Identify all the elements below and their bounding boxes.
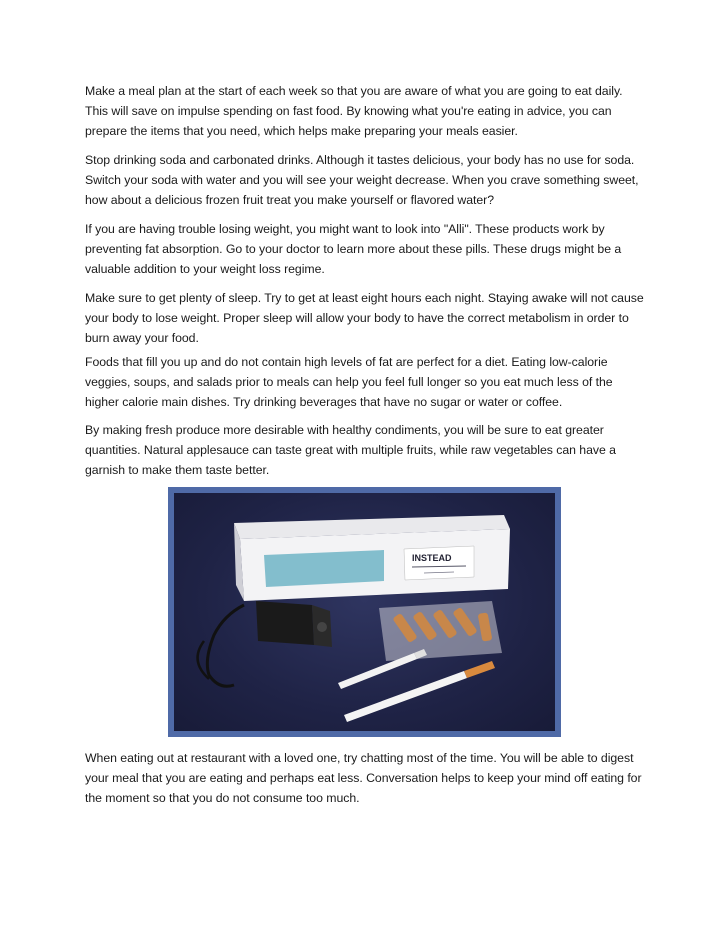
box-label-band (264, 550, 384, 587)
paragraph-fresh-produce: By making fresh produce more desirable with healthy condiments, you will be sure to eat greater quantities. Natural applesauce can taste great with multiple fruits, while raw vegetables can have a garnish to make them taste better. (85, 423, 616, 477)
cartridge-pack (379, 601, 502, 661)
product-photo-image (174, 493, 555, 731)
e-cigarette-filter (464, 661, 495, 678)
charger-body (256, 601, 314, 645)
e-cigarette-2 (344, 661, 495, 722)
paragraph-filling-foods: Foods that fill you up and do not contain high levels of fat are perfect for a diet. Eating low-calorie veggies, soups, and salads prior to meals can help you feel full longer so you eat much less of the higher calorie main dishes. Try drinking beverages that have no sugar or water or coffee. (85, 355, 613, 409)
product-photo (168, 487, 561, 737)
e-cigarette-body (338, 653, 417, 689)
e-cigarette-kit-illustration (174, 493, 555, 731)
paragraph-eating-out: When eating out at restaurant with a loved one, try chatting most of the time. You will be able to digest your meal that you are eating and perhaps eat less. Conversation helps to keep your mind off eating for the moment so that you do not consume too much. (85, 751, 642, 805)
paragraph-meal-plan: Make a meal plan at the start of each week so that you are aware of what you are going to eat daily. This will save on impulse spending on fast food. By knowing what you're eating in advice, you can prepare the items that you need, which helps make preparing your meals easier. (85, 84, 623, 138)
charger-cable (207, 605, 244, 686)
charger-port (317, 622, 327, 632)
box-label-panel (404, 546, 474, 580)
paragraph-alli: If you are having trouble losing weight, you might want to look into "Alli". These products work by preventing fat absorption. Go to your doctor to learn more about these pills. These drugs might be a valuable addition to your weight loss regime. (85, 222, 622, 276)
paragraph-soda: Stop drinking soda and carbonated drinks. Although it tastes delicious, your body has no use for soda. Switch your soda with water and you will see your weight decrease. When you crave something sweet, how about a delicious frozen fruit treat you make yourself or flavored water? (85, 153, 639, 207)
box-brand-text: INSTEAD (412, 553, 452, 563)
paragraph-sleep: Make sure to get plenty of sleep. Try to get at least eight hours each night. Staying awake will not cause your body to lose weight. Proper sleep will allow your body to have the correct metabolism in order to burn away your food. (85, 291, 644, 345)
e-cigarette-1 (338, 649, 427, 689)
